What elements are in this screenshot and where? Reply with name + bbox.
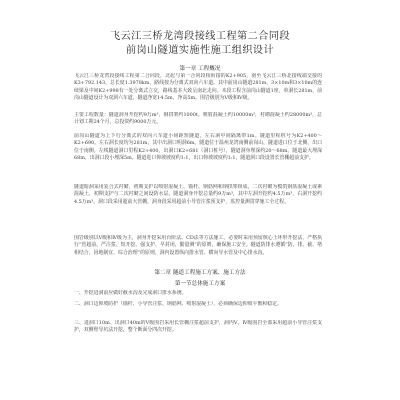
- section-1-heading: 第一节总体施工方案: [174, 281, 226, 287]
- paragraph-item-1: 一、开挖进洞前应做好截水沟及完成洞口排水系统。: [74, 290, 187, 296]
- paragraph-item-2: 二、洞口边仰坡防护（锚杆、小导管注浆、钢筋网、喷射混凝土），必须确保边仰坡平衡和稳定。: [74, 301, 282, 307]
- chapter-1-heading: 第一章 工程概况: [179, 66, 221, 72]
- paragraph-lining-support: 隧道暗洞采用复合式衬砌，初期支护以喷射混凝土、锚杆、钢筋网和钢拱架组成，二次衬砌为模筑钢筋混凝土或素混凝土，初期支护与二次衬砌之间设防水层。隧道洞身开挖总量约9万m³，其中左洞开挖约4.5万m³，右洞开挖约4.5万m³。洞口段采用超前大管棚，洞身段采用超前小导管注浆预支护，监控量测贯穿施工全过程。: [74, 184, 322, 205]
- paragraph-project-overview: 飞云江三桥龙湾段接线工程第二合同段，北起与第一合同段相衔接的K2+905，南至飞云江三桥北接线端交接的K3+792.143，总长度1.3978km，路线按为分离式双向六车道。其中前岗山隧道281m，3×10m和3×10m的连续梁及中间K2+998有一处分离式立交，路线基本大致呈南北走向。本段工程含前岗山隧道1座，单洞长281m，前岗山隧道设计为双洞六车道，隧道净宽14.5m，净高5m。围岩级别为Ⅴ级和Ⅳ级。: [74, 73, 322, 101]
- chapter-2-heading: 第二章 隧道工程施工方案、施工方法: [154, 270, 246, 276]
- paragraph-main-quantities: 主要工程数量：隧道洞身开挖约9万m³，钢拱架约1000t，喷射混凝土约10000m³，衬砌混凝土约28000m³，总计划工期24个月，总投资约9000万元。: [74, 112, 322, 126]
- paragraph-item-3: 三、进洞口10m、出洞口40m的Ⅴ级围岩采用长管棚注浆超前支护，洞内Ⅴ、Ⅳ级围岩全部采用超前小导管注浆支护，双侧壁导坑法开挖，整个断面分四次开挖。: [74, 320, 322, 334]
- paragraph-construction-principles: 围岩级别以Ⅴ级和Ⅳ级为主，洞身开挖采用台阶法、CD法等方法施工，必要时采用预留核心土环形开挖法，严格执行“管超前、严注浆、短开挖、强支护、早封闭、勤量测”的原则，确保施工安全。隧道防排水遵循“防、排、截、堵相结合，因地制宜，综合治理”的原则，洞内设置纵向排水管、横向导水管及中心排水沟。: [74, 235, 322, 256]
- paragraph-tunnel-description: 前岗山隧道为上下行分离式的双向六车道小间距短隧道，左右洞中间隔离带1m。隧道里程桩号为K2+400～K2+690。左右洞长度均为281m，其中出洞口明洞6m。隧道位于温州龙湾南侧前岗山，隧道进口位于北侧，出口位于南侧。左线隧道洞口里程K2+400，出洞口K2+681（洞口桩号），隧道洞身埋深约20～68m，隧道最大埋深68m，出洞口段小埋深5m。隧道进口仰坡坡度约1:1，出口仰坡坡度约1:1，隧道洞口段设置长管棚超前支护。: [74, 133, 322, 161]
- document-title-line-1: 飞云江三桥龙湾段接线工程第二合同段: [110, 31, 290, 42]
- document-title-line-2: 前岗山隧道实施性施工组织设计: [125, 45, 275, 56]
